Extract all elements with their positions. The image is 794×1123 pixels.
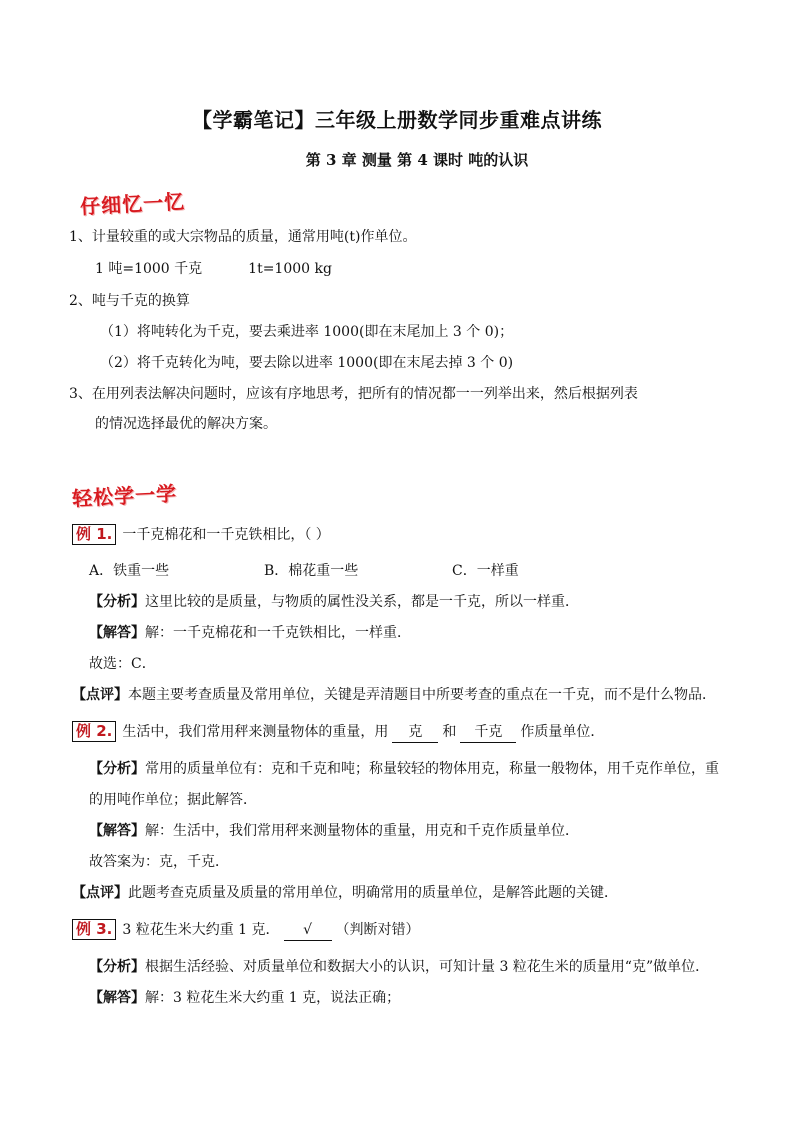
recall-item-1-equations <box>95 259 332 279</box>
example-2-result: 故答案为：克，千克． <box>89 854 229 870</box>
answer-tag: 【解答】 <box>89 990 145 1006</box>
example-1-question <box>72 524 330 545</box>
example-2-analysis-line-2: 的用吨作单位；据此解答． <box>89 792 257 808</box>
answer-tag: 【解答】 <box>89 823 145 839</box>
answer-tag: 【解答】 <box>89 625 145 641</box>
example-3-answer: 【解答】解：3 粒花生米大约重 1 克，说法正确； <box>89 990 401 1006</box>
example-1-analysis: 【分析】这里比较的是质量，与物质的属性没关系，都是一千克，所以一样重． <box>89 594 579 610</box>
page-title: 【学霸笔记】三年级上册数学同步重难点讲练 <box>192 108 602 132</box>
comment-tag: 【点评】 <box>72 687 128 703</box>
example-1-text: 一千克棉花和一千克铁相比，（ ） <box>122 527 330 543</box>
example-2-comment: 【点评】此题考查克质量及质量的常用单位，明确常用的质量单位，是解答此题的关键． <box>72 885 618 901</box>
analysis-tag: 【分析】 <box>89 594 145 610</box>
recall-item-2: 2、吨与千克的换算 <box>69 293 190 309</box>
equation-2: 1t=1000 kg <box>248 261 332 277</box>
example-3-question: 例 3. 3 粒花生米大约重 1 克． √ （判断对错） <box>72 919 420 941</box>
recall-item-2-sub-2: （2）将千克转化为吨，要去除以进率 1000(即在末尾去掉 3 个 0) <box>100 355 514 371</box>
recall-item-1: 1、计量较重的或大宗物品的质量，通常用吨(t)作单位。 <box>69 229 417 245</box>
example-3-label: 例 3. <box>72 919 116 940</box>
example-1-choice: 故选：C． <box>89 656 156 672</box>
answer-blank-2: 千克 <box>460 722 516 743</box>
recall-item-2-sub-1: （1）将吨转化为千克，要去乘进率 1000(即在末尾加上 3 个 0)； <box>100 324 514 340</box>
recall-item-3-line-2: 的情况选择最优的解决方案。 <box>95 416 277 432</box>
example-3-analysis: 【分析】根据生活经验、对质量单位和数据大小的认识，可知计量 3 粒花生米的质量用“克”做单位． <box>89 959 710 975</box>
example-1-option-b: B．棉花重一些 <box>264 563 359 579</box>
analysis-tag: 【分析】 <box>89 761 145 777</box>
example-1-label: 例 1. <box>72 524 116 545</box>
example-1-option-c: C．一样重 <box>452 563 519 579</box>
example-2-label: 例 2. <box>72 721 116 742</box>
answer-blank-1: 克 <box>392 722 438 743</box>
comment-tag: 【点评】 <box>72 885 128 901</box>
answer-blank: √ <box>284 920 332 941</box>
analysis-tag: 【分析】 <box>89 959 145 975</box>
recall-banner: 仔细忆一忆 <box>79 189 186 219</box>
example-2-question: 例 2. 生活中，我们常用秤来测量物体的重量，用 克 和 千克 作质量单位． <box>72 721 604 743</box>
example-1-option-a: A．铁重一些 <box>89 563 170 579</box>
example-2-answer: 【解答】解：生活中，我们常用秤来测量物体的重量，用克和千克作质量单位． <box>89 823 579 839</box>
learn-banner: 轻松学一学 <box>71 481 178 511</box>
example-1-comment: 【点评】本题主要考查质量及常用单位，关键是弄清题目中所要考查的重点在一千克，而不是什么物品． <box>72 687 716 703</box>
page-subtitle: 第 3 章 测量 第 4 课时 吨的认识 <box>305 151 529 169</box>
recall-item-3-line-1: 3、在用列表法解决问题时，应该有序地思考，把所有的情况都一一列举出来，然后根据列表 <box>69 386 638 402</box>
example-1-answer: 【解答】解：一千克棉花和一千克铁相比，一样重． <box>89 625 411 641</box>
equation-1: 1 吨=1000 千克 <box>95 261 203 277</box>
example-2-analysis-line-1: 【分析】常用的质量单位有：克和千克和吨；称量较轻的物体用克，称量一般物体，用千克作单位，重 <box>89 761 719 777</box>
